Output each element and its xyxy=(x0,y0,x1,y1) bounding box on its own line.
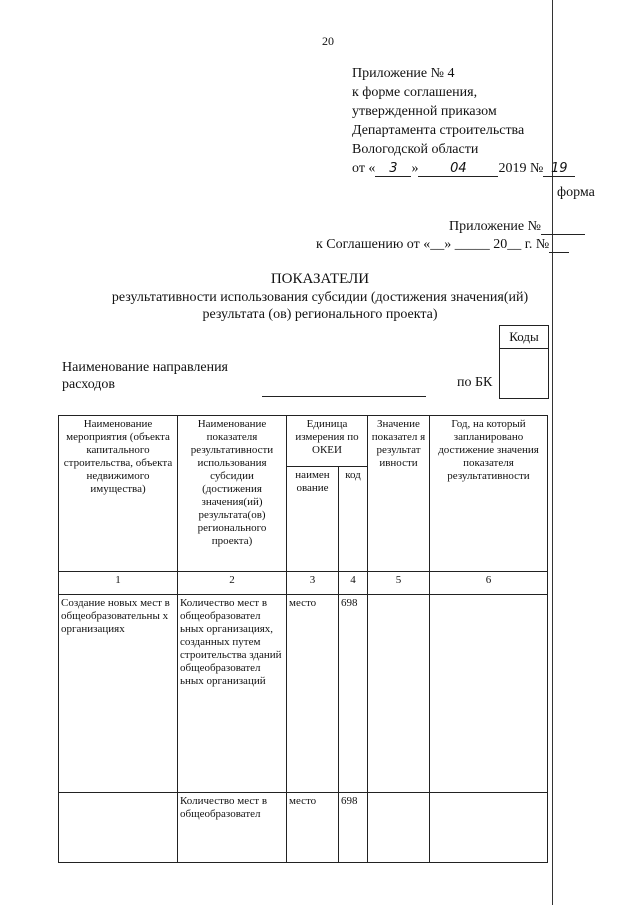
event-cell: Создание новых мест в общеобразовательны х организациях xyxy=(59,595,178,793)
col-number: 1 xyxy=(59,572,178,595)
page-number: 20 xyxy=(322,34,334,48)
document-title: ПОКАЗАТЕЛИ xyxy=(270,271,370,287)
appendix-line-2: к форме соглашения, xyxy=(352,85,478,100)
year-cell xyxy=(430,793,548,863)
indicator-cell: Количество мест в общеобразовател ьных организациях, созданных путем строительства зданий общеобразовател ьных организаций xyxy=(178,595,287,793)
indicators-table xyxy=(58,415,548,863)
appendix-date-line: от « 3 » 04 2019 № 19 xyxy=(352,159,575,178)
event-cell xyxy=(59,793,178,863)
header-indicator: Наименование показателя результативности использования субсидии (достижения значения(ий) результата(ов) регионального проекта) xyxy=(178,416,287,572)
appendix-line-3: утвержденной приказом xyxy=(352,104,497,119)
col-number: 2 xyxy=(178,572,287,595)
header-value: Значение показател я результат ивности xyxy=(368,416,430,572)
appendix-line-5: Вологодской области xyxy=(352,142,479,157)
header-unit-name: наимен ование xyxy=(287,467,339,572)
appendix2-label: Приложение № xyxy=(449,219,585,235)
value-cell xyxy=(368,793,430,863)
col-number: 5 xyxy=(368,572,430,595)
unit-cell: место xyxy=(287,793,339,863)
appendix-line-1: Приложение № 4 xyxy=(352,66,455,81)
value-cell xyxy=(368,595,430,793)
table-row xyxy=(59,595,548,793)
appendix-line-4: Департамента строительства xyxy=(352,123,525,138)
date-day: 3 xyxy=(375,161,411,177)
forma-label: форма xyxy=(557,185,595,200)
code-cell: 698 xyxy=(339,595,368,793)
agreement-line: к Соглашению от «__» _____ 20__ г. № xyxy=(316,237,569,253)
column-numbers-row xyxy=(59,572,548,595)
codes-label: Коды xyxy=(500,326,548,349)
col-number: 4 xyxy=(339,572,368,595)
header-event: Наименование мероприятия (объекта капитального строительства, объекта недвижимого имущества) xyxy=(59,416,178,572)
codes-box xyxy=(499,325,549,399)
order-number: 19 xyxy=(543,161,575,177)
header-unit-code: код xyxy=(339,467,368,572)
document-subtitle: результативности использования субсидии (достижения значения(ий) результата (ов) регионального проекта) xyxy=(111,290,529,322)
unit-cell: место xyxy=(287,595,339,793)
table-row xyxy=(59,793,548,863)
header-unit-group: Единица измерения по ОКЕИ xyxy=(287,416,368,467)
col-number: 6 xyxy=(430,572,548,595)
indicator-cell: Количество мест в общеобразовател xyxy=(178,793,287,863)
year-cell xyxy=(430,595,548,793)
col-number: 3 xyxy=(287,572,339,595)
direction-input-line xyxy=(262,396,426,397)
appendix-header xyxy=(352,64,575,178)
code-cell: 698 xyxy=(339,793,368,863)
direction-label: Наименование направления расходов xyxy=(62,360,228,392)
date-month: 04 xyxy=(418,161,498,177)
header-year: Год, на который запланировано достижение значения показателя результативности xyxy=(430,416,548,572)
table-header-row xyxy=(59,416,548,467)
bk-label: по БК xyxy=(457,375,493,390)
